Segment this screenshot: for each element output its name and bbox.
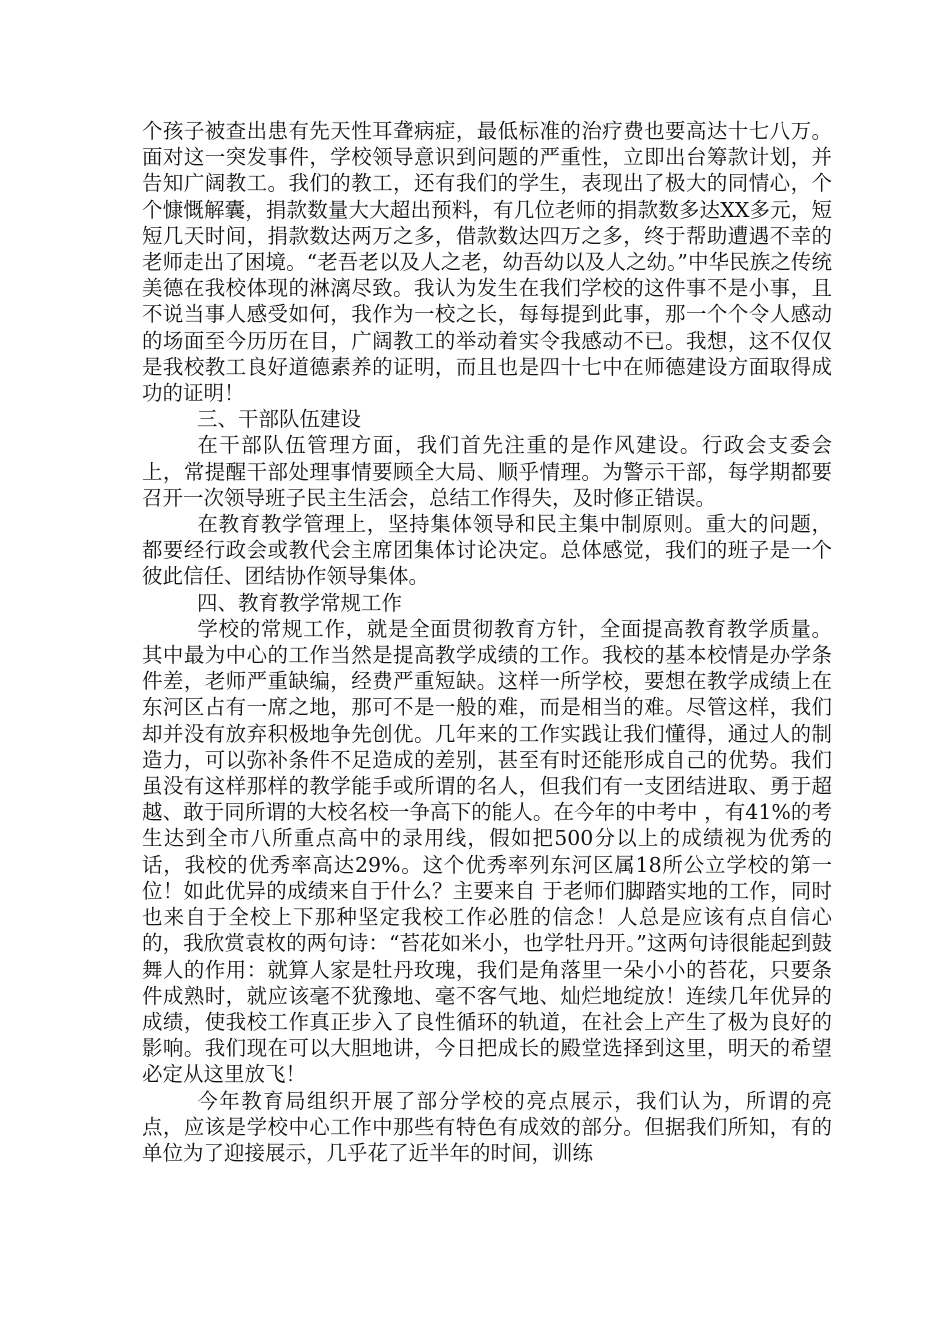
section-heading-cadre-team: 三、干部队伍建设: [197, 407, 361, 432]
section-heading-routine-work: 四、教育教学常规工作: [197, 590, 402, 615]
paragraph-cadre-management: 在干部队伍管理方面，我们首先注重的是作风建设。行政会支委会上，常提醒干部处理事情要顾全大局、顺乎情理。为警示干部，每学期都要召开一次领导班子民主生活会，总结工作得失，及时修正错误。: [142, 433, 832, 510]
document-body: [142, 118, 832, 1166]
paragraph-routine-work: 学校的常规工作，就是全面贯彻教育方针，全面提高教育教学质量。其中最为中心的工作当然是提高教学成绩的工作。我校的基本校情是办学条件差，老师严重缺编，经费严重短缺。这样一所学校，要想在教学成绩上在东河区占有一席之地，那可不是一般的难，而是相当的难。尽管这样，我们却并没有放弃积极地争先创优。几年来的工作实践让我们懂得，通过人的制造力，可以弥补条件不足造成的差别，甚至有时还能形成自己的优势。我们虽没有这样那样的教学能手或所谓的名人，但我们有一支团结进取、勇于超越、敢于同所谓的大校名校一争高下的能人。在今年的中考中 ，有41%的考生达到全市八所重点高中的录用线，假如把500分以上的成绩视为优秀的话，我校的优秀率高达29%。这个优秀率列东河区属18所公立学校的第一位！如此优异的成绩来自于什么？主要来自 于老师们脚踏实地的工作，同时也来自于全校上下那种坚定我校工作必胜的信念！人总是应该有点自信心的，我欣赏袁枚的两句诗：“苔花如米小，也学牡丹开。”这两句诗很能起到鼓舞人的作用：就算人家是牡丹玫瑰，我们是角落里一朵小小的苔花，只要条件成熟时，就应该毫不犹豫地、毫不客气地、灿烂地绽放！连续几年优异的成绩，使我校工作真正步入了良性循环的轨道，在社会上产生了极为良好的影响。我们现在可以大胆地讲，今日把成长的殿堂选择到这里，明天的希望必定从这里放飞！: [142, 616, 832, 1087]
paragraph-highlight-display: 今年教育局组织开展了部分学校的亮点展示，我们认为，所谓的亮点，应该是学校中心工作中那些有特色有成效的部分。但据我们所知，有的单位为了迎接展示，几乎花了近半年的时间，训练: [142, 1088, 832, 1165]
paragraph-continuation: 个孩子被查出患有先天性耳聋病症，最低标准的治疗费也要高达十七八万。面对这一突发事件，学校领导意识到问题的严重性，立即出台筹款计划，并告知广阔教工。我们的教工，还有我们的学生，表现出了极大的同情心，个个慷慨解囊，捐款数量大大超出预料，有几位老师的捐款数多达XX多元，短短几天时间，捐款数达两万之多，借款数达四万之多，终于帮助遭遇不幸的老师走出了困境。“老吾老以及人之老，幼吾幼以及人之幼。”中华民族之传统美德在我校体现的淋漓尽致。我认为发生在我们学校的这件事不是小事，且不说当事人感受如何，我作为一校之长，每每提到此事，那一个个令人感动的场面至今历历在目，广阔教工的举动着实令我感动不已。我想，这不仅仅是我校教工良好道德素养的证明，而且也是四十七中在师德建设方面取得成功的证明！: [142, 119, 832, 406]
paragraph-teaching-management: 在教育教学管理上，坚持集体领导和民主集中制原则。重大的问题，都要经行政会或教代会主席团集体讨论决定。总体感觉，我们的班子是一个彼此信任、团结协作领导集体。: [142, 512, 832, 589]
